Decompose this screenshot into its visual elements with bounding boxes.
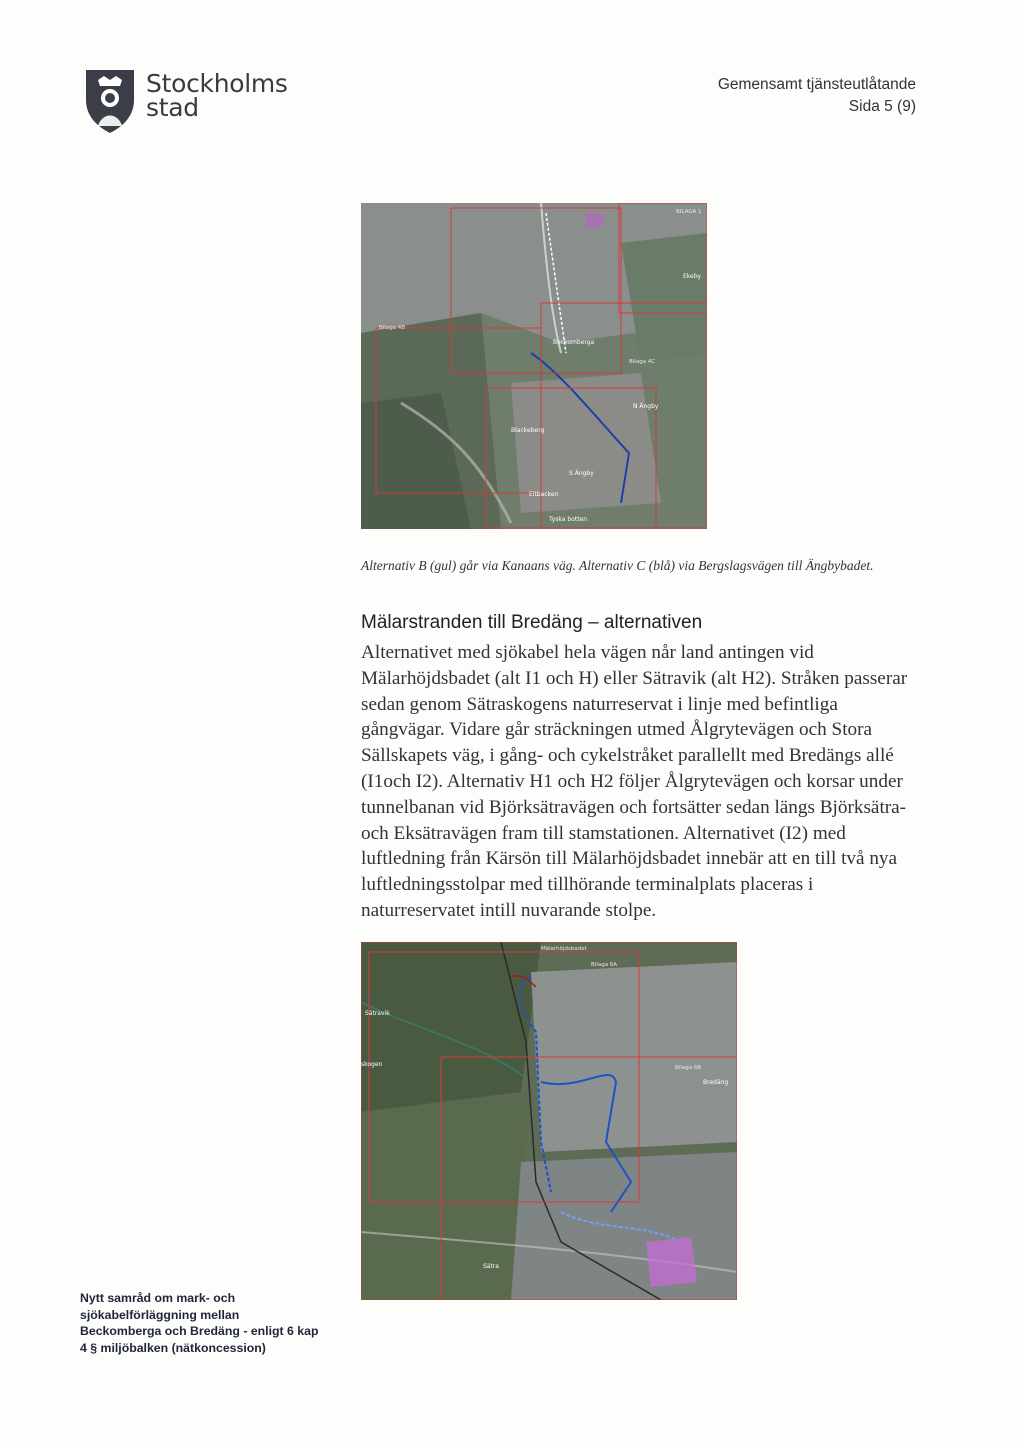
map2-label-bilaga-6b: Bilaga 6B	[675, 1065, 702, 1071]
map2-label-bredang: Bredäng	[703, 1079, 729, 1086]
map-caption: Alternativ B (gul) går via Kanaans väg. Alternativ C (blå) via Bergslagsvägen till Ängbybadet.	[361, 558, 874, 573]
city-crest-icon	[84, 66, 136, 134]
map1-label-ekeby: Ekeby	[683, 273, 702, 280]
aerial-map-bredang	[361, 942, 737, 1300]
aerial-map-beckomberga	[361, 203, 707, 529]
map1-label-s-angby: S Ängby	[569, 470, 594, 477]
section-body: Alternativet med sjökabel hela vägen når land antingen vid Mälarhöjdsbadet (alt I1 och H) eller Sätravik (alt H2). Stråken passerar sedan genom Sätraskogens naturreservat i linje med befintliga gångvägar. Vidare går sträckningen utmed Ålgrytevägen och Stora Sällskapets väg, i gång- och cykelstråket parallellt med Bredängs allé (I1och I2). Alternativ H1 och H2 följer Ålgrytevägen och korsar under tunnelbanan vid Björksätravägen och fortsätter sedan längs Björksätra- och Eksätravägen fram till stamstationen. Alternativet (I2) med luftledning från Kärsön till Mälarhöjdsbadet innebär att en till två nya luftledningsstolpar med tillhörande terminalplats placeras i naturreservatet intill nuvarande stolpe.	[361, 642, 908, 921]
map2-label-satravik: Sätravik	[365, 1010, 390, 1017]
map1-label-beckomberga: Beckomberga	[553, 339, 595, 346]
map2-label-bilaga-6a: Bilaga 6A	[591, 962, 618, 968]
map2-label-satra: Sätra	[483, 1263, 499, 1270]
map2-label-skogen: skogen	[361, 1061, 383, 1068]
map1-label-n-angby: N Ängby	[633, 403, 659, 410]
map2-label-malarhojdsbadet: Mälarhöjdsbadet	[541, 946, 587, 952]
map1-label-bilaga-4c: Bilaga 4C	[629, 359, 656, 365]
logo-line-stockholms: Stockholms	[146, 69, 288, 98]
map1-label-bilaga-1: BILAGA 1	[676, 209, 702, 215]
map1-label-eltbacken: Eltbacken	[529, 491, 559, 498]
logo-line-stad: stad	[146, 93, 199, 122]
document-type: Gemensamt tjänsteutlåtande	[717, 76, 916, 93]
stockholm-logo	[84, 66, 288, 134]
section-heading: Mälarstranden till Bredäng – alternativen	[361, 612, 703, 633]
document-header	[718, 74, 916, 118]
map1-label-blackeberg: Blackeberg	[511, 427, 545, 434]
page-number: Sida 5 (9)	[848, 98, 916, 115]
map1-label-tyska-botten: Tyska botten	[549, 516, 588, 523]
footer-project-title: Nytt samråd om mark- och sjökabelförläggning mellan Beckomberga och Bredäng - enligt 6 kap 4 § miljöbalken (nätkoncession)	[80, 1291, 319, 1355]
map1-label-bilaga-4b: Bilaga 4B	[379, 325, 406, 331]
